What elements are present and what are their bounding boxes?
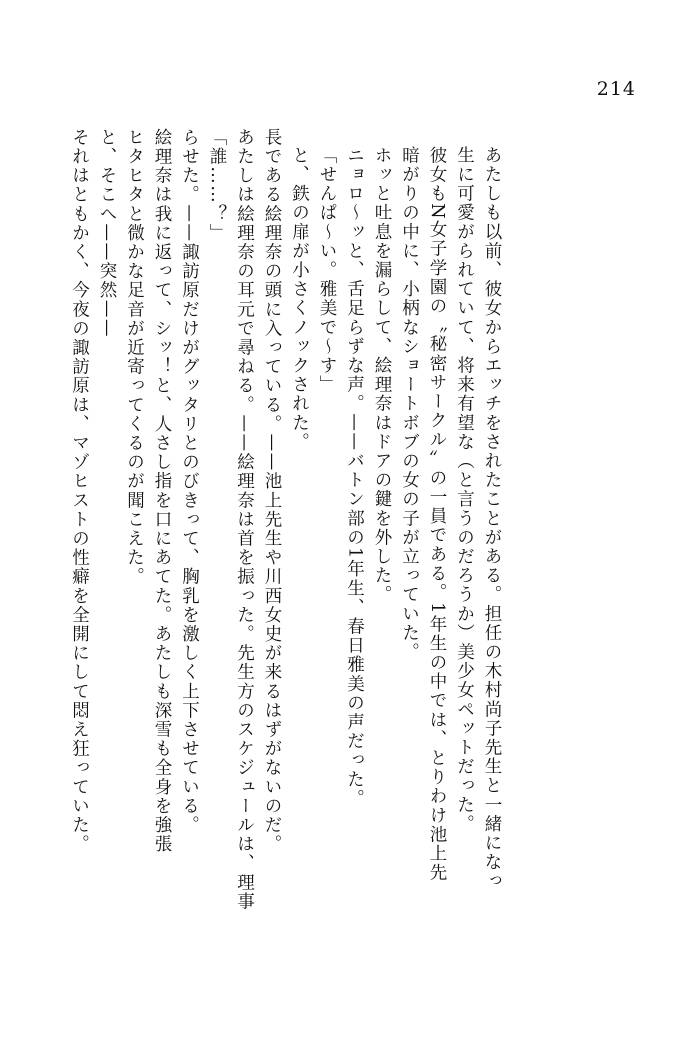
text-column: それはともかく、今夜の諏訪原は、マゾヒストの性癖を全開にして悶え狂っていた。 <box>69 128 90 854</box>
text-column: 生に可愛がられていて、将来有望な（と言うのだろうか）美少女ペットだった。 <box>454 146 475 834</box>
text-column: 長である絵理奈の頭に入っている。——池上先生や川西女史が来るはずがないのだ。 <box>262 128 282 854</box>
text-column: 「せんぱ〜い。雅美で〜す」 <box>317 146 337 395</box>
text-column: あたしは絵理奈の耳元で尋ねる。——絵理奈は首を振った。先生方のスケジュールは、理事 <box>234 128 255 912</box>
text-column: あたしも以前、彼女からエッチをされたことがある。担任の木村尚子先生と一緒になっ <box>482 146 502 891</box>
text-column: 「誰……？」 <box>207 128 227 243</box>
page-number: 214 <box>596 78 636 100</box>
text-column: ヒタヒタと微かな足音が近寄ってくるのが聞こえた。 <box>124 128 145 587</box>
text-column: ニョロ〜ッと、舌足らずな声。——バトン部の1年生、春日雅美の声だった。 <box>344 146 365 809</box>
text-column: らせた。——諏訪原だけがグッタリとのびきって、胸乳を激しく上下させている。 <box>179 128 200 835</box>
text-column: と、鉄の扉が小さくノックされた。 <box>289 146 310 452</box>
text-column: 彼女もN女子学園の〝秘密サークル〟の一員である。1年生の中では、とりわけ池上先 <box>427 146 447 883</box>
body-text-block <box>60 128 640 1008</box>
text-column: 暗がりの中に、小柄なショートボブの女の子が立っていた。 <box>399 146 420 662</box>
text-column: 絵理奈は我に返って、シッ！と、人さし指を口にあてた。あたしも深雪も全身を強張 <box>152 128 172 854</box>
text-column: ホッと吐息を漏らして、絵理奈はドアの鍵を外した。 <box>372 146 392 605</box>
text-column: と、そこへ——突然—— <box>97 128 117 339</box>
